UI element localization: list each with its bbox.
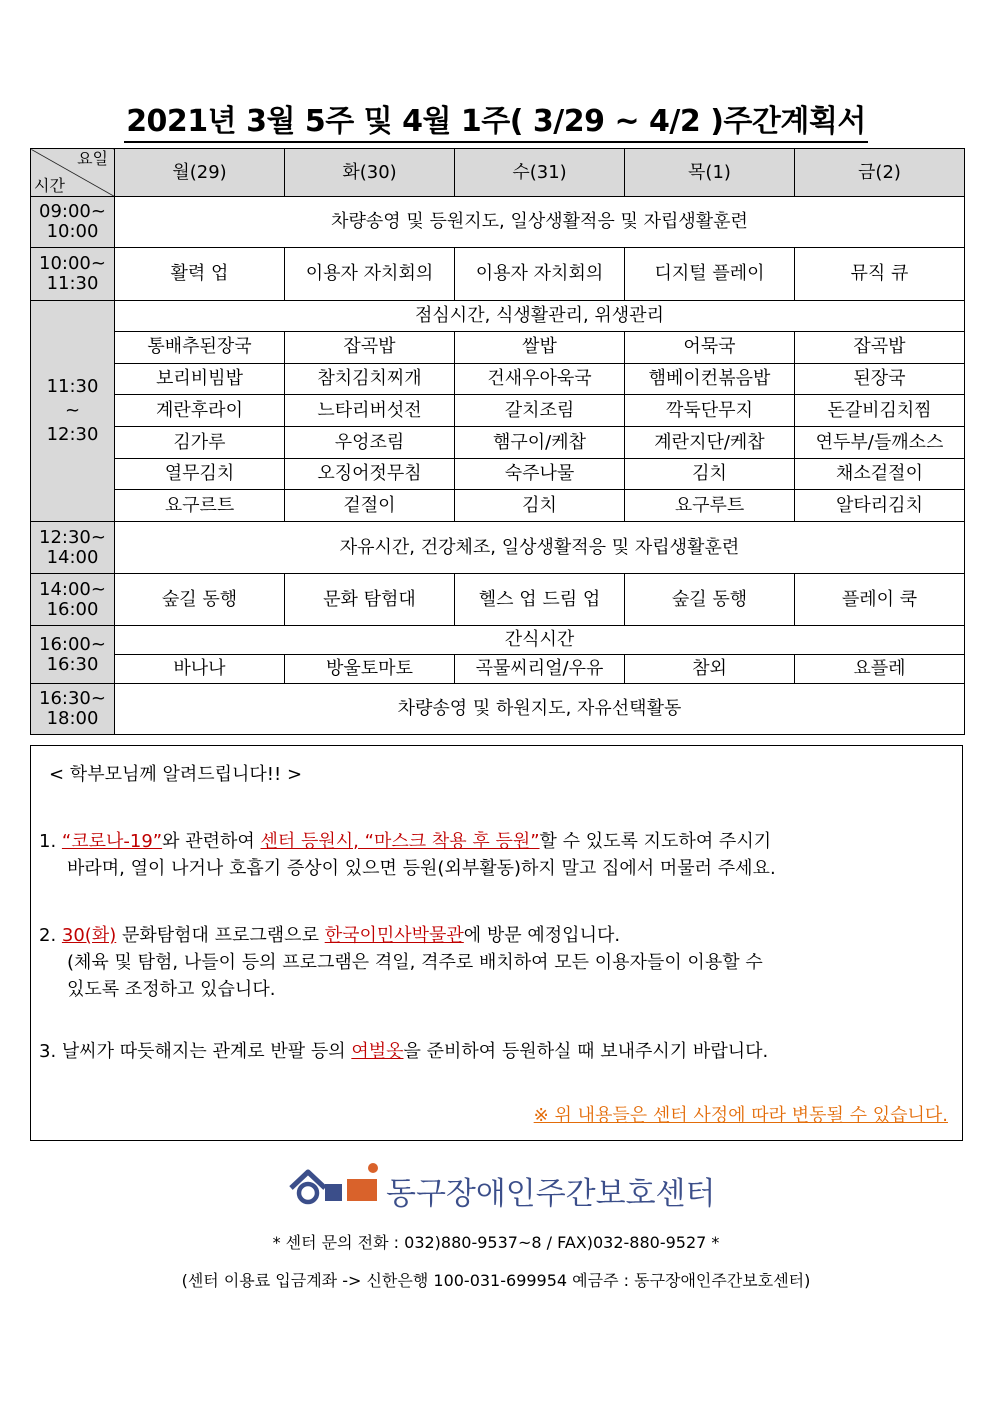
lunch-title-row bbox=[31, 301, 965, 332]
time-cell: 10:00~ 11:30 bbox=[31, 248, 115, 301]
activity-cell: 자유시간, 건강체조, 일상생활적응 및 자립생활훈련 bbox=[115, 522, 965, 574]
menu-item: 돈갈비김치찜 bbox=[795, 395, 965, 427]
notice-item-3: 3. 날씨가 따듯해지는 관계로 반팔 등의 여벌옷을 준비하여 등원하실 때 보내주시기 바랍니다. bbox=[39, 1041, 769, 1062]
snack-item: 곡물씨리얼/우유 bbox=[455, 655, 625, 684]
weekly-schedule-table bbox=[30, 148, 965, 735]
snack-item: 방울토마토 bbox=[285, 655, 455, 684]
time-cell: 11:30 ~ 12:30 bbox=[31, 301, 115, 522]
menu-item: 요구루트 bbox=[625, 490, 795, 522]
time-cell: 14:00~ 16:00 bbox=[31, 574, 115, 626]
activity-cell: 플레이 쿡 bbox=[795, 574, 965, 626]
snack-title: 간식시간 bbox=[115, 626, 965, 655]
day-header-fri: 금(2) bbox=[795, 149, 965, 197]
menu-row bbox=[31, 395, 965, 427]
snack-item: 요플레 bbox=[795, 655, 965, 684]
menu-item: 채소겉절이 bbox=[795, 458, 965, 490]
menu-item: 겉절이 bbox=[285, 490, 455, 522]
menu-item: 김치 bbox=[455, 490, 625, 522]
menu-item: 연두부/들깨소스 bbox=[795, 427, 965, 459]
snack-title-row bbox=[31, 626, 965, 655]
menu-item: 계란지단/케찹 bbox=[625, 427, 795, 459]
lunch-title: 점심시간, 식생활관리, 위생관리 bbox=[115, 301, 965, 332]
activity-cell: 이용자 자치회의 bbox=[455, 248, 625, 301]
menu-item: 보리비빔밥 bbox=[115, 363, 285, 395]
notice-item-1-line2: 바라며, 열이 나거나 호흡기 증상이 있으면 등원(외부활동)하지 말고 집에서 머물러 주세요. bbox=[67, 858, 776, 879]
menu-item: 우엉조림 bbox=[285, 427, 455, 459]
time-cell: 12:30~ 14:00 bbox=[31, 522, 115, 574]
schedule-row bbox=[31, 197, 965, 248]
center-name: 동구장애인주간보호센터 bbox=[386, 1176, 716, 1212]
time-cell: 09:00~ 10:00 bbox=[31, 197, 115, 248]
snack-row bbox=[31, 655, 965, 684]
menu-item: 김치 bbox=[625, 458, 795, 490]
day-header-mon: 월(29) bbox=[115, 149, 285, 197]
notice-item-2-line2: (체육 및 탐험, 나들이 등의 프로그램은 격일, 격주로 배치하여 모든 이용자들이 이용할 수 bbox=[67, 952, 763, 973]
menu-item: 알타리김치 bbox=[795, 490, 965, 522]
activity-cell: 뮤직 큐 bbox=[795, 248, 965, 301]
menu-row bbox=[31, 332, 965, 364]
snack-item: 참외 bbox=[625, 655, 795, 684]
activity-cell: 차량송영 및 하원지도, 자유선택활동 bbox=[115, 684, 965, 735]
activity-cell: 차량송영 및 등원지도, 일상생활적응 및 자립생활훈련 bbox=[115, 197, 965, 248]
menu-item: 참치김치찌개 bbox=[285, 363, 455, 395]
schedule-row bbox=[31, 522, 965, 574]
menu-item: 햄베이컨볶음밥 bbox=[625, 363, 795, 395]
schedule-row bbox=[31, 248, 965, 301]
notice-item-2: 2. 30(화) 문화탐험대 프로그램으로 한국이민사박물관에 방문 예정입니다. bbox=[39, 925, 621, 946]
page-title: 2021년 3월 5주 및 4월 1주( 3/29 ~ 4/2 )주간계획서 bbox=[0, 96, 992, 140]
time-cell: 16:00~ 16:30 bbox=[31, 626, 115, 684]
menu-row bbox=[31, 490, 965, 522]
schedule-row bbox=[31, 684, 965, 735]
activity-cell: 문화 탐험대 bbox=[285, 574, 455, 626]
menu-item: 오징어젓무침 bbox=[285, 458, 455, 490]
menu-row bbox=[31, 458, 965, 490]
account-line: (센터 이용료 입금계좌 -> 신한은행 100-031-699954 예금주 : 동구장애인주간보호센터) bbox=[181, 1271, 811, 1290]
menu-item: 어묵국 bbox=[625, 332, 795, 364]
menu-item: 쌀밥 bbox=[455, 332, 625, 364]
contact-line: * 센터 문의 전화 : 032)880-9537~8 / FAX)032-880-9527 * bbox=[272, 1233, 720, 1252]
menu-row bbox=[31, 427, 965, 459]
menu-item: 느타리버섯전 bbox=[285, 395, 455, 427]
menu-item: 김가루 bbox=[115, 427, 285, 459]
activity-cell: 디지털 플레이 bbox=[625, 248, 795, 301]
day-header-wed: 수(31) bbox=[455, 149, 625, 197]
menu-item: 숙주나물 bbox=[455, 458, 625, 490]
notice-footnote: ※ 위 내용들은 센터 사정에 따라 변동될 수 있습니다. bbox=[533, 1105, 948, 1126]
notice-item-2-line3: 있도록 조정하고 있습니다. bbox=[67, 979, 276, 1000]
parent-notice-box bbox=[30, 745, 963, 1141]
menu-item: 잡곡밥 bbox=[795, 332, 965, 364]
menu-item: 잡곡밥 bbox=[285, 332, 455, 364]
notice-item-1: 1. “코로나-19”와 관련하여 센터 등원시, “마스크 착용 후 등원”할 수 있도록 지도하여 주시기 bbox=[39, 831, 772, 852]
menu-item: 된장국 bbox=[795, 363, 965, 395]
house-logo-icon bbox=[288, 1162, 380, 1210]
menu-item: 햄구이/케찹 bbox=[455, 427, 625, 459]
activity-cell: 헬스 업 드림 업 bbox=[455, 574, 625, 626]
center-logo bbox=[288, 1162, 716, 1214]
activity-cell: 활력 업 bbox=[115, 248, 285, 301]
menu-row bbox=[31, 363, 965, 395]
activity-cell: 이용자 자치회의 bbox=[285, 248, 455, 301]
snack-item: 바나나 bbox=[115, 655, 285, 684]
menu-item: 계란후라이 bbox=[115, 395, 285, 427]
day-header-thu: 목(1) bbox=[625, 149, 795, 197]
activity-cell: 숲길 동행 bbox=[115, 574, 285, 626]
corner-cell bbox=[31, 149, 115, 197]
menu-item: 통배추된장국 bbox=[115, 332, 285, 364]
menu-item: 요구르트 bbox=[115, 490, 285, 522]
menu-item: 깍둑단무지 bbox=[625, 395, 795, 427]
notice-heading: < 학부모님께 알려드립니다!! > bbox=[49, 764, 303, 785]
time-cell: 16:30~ 18:00 bbox=[31, 684, 115, 735]
header-row bbox=[31, 149, 965, 197]
corner-day-label: 요일 bbox=[77, 149, 108, 168]
activity-cell: 숲길 동행 bbox=[625, 574, 795, 626]
menu-item: 갈치조림 bbox=[455, 395, 625, 427]
day-header-tue: 화(30) bbox=[285, 149, 455, 197]
menu-item: 열무김치 bbox=[115, 458, 285, 490]
corner-time-label: 시간 bbox=[34, 176, 65, 196]
menu-item: 건새우아욱국 bbox=[455, 363, 625, 395]
schedule-row bbox=[31, 574, 965, 626]
